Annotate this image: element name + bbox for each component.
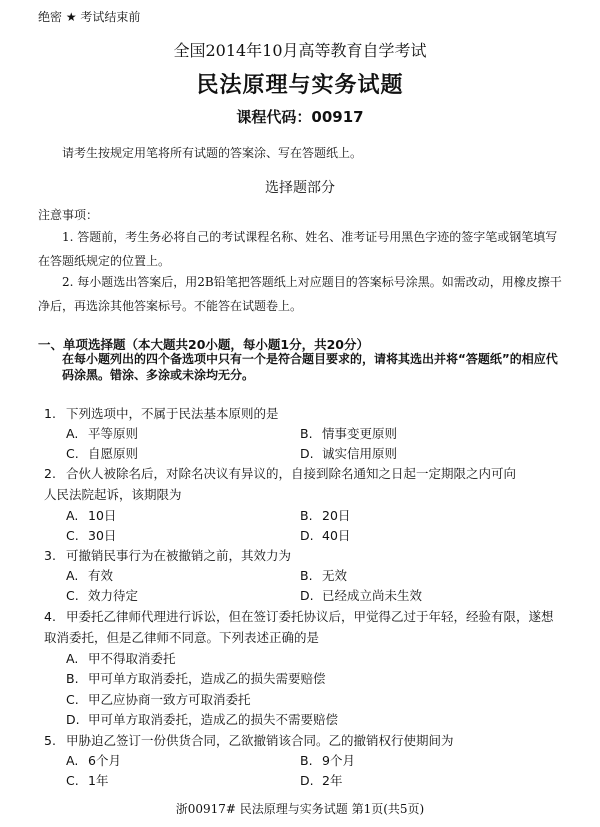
option-text: 甲乙应协商一致方可取消委托: [88, 692, 251, 707]
question-1-option-b: [300, 424, 397, 442]
option-letter: C.: [66, 528, 79, 543]
question-4-option-d: [66, 710, 338, 728]
question-1: [44, 403, 564, 424]
option-letter: B.: [300, 753, 313, 768]
option-letter: A.: [66, 651, 79, 666]
option-text: 10日: [88, 508, 117, 523]
option-text: 自愿原则: [88, 446, 139, 461]
question-4-option-a: [66, 649, 176, 667]
option-text: 甲不得取消委托: [88, 651, 176, 666]
option-letter: C.: [66, 446, 79, 461]
exam-title: 全国2014年10月高等教育自学考试: [173, 41, 427, 60]
question-5: [44, 730, 564, 751]
question-4-option-b: [66, 669, 326, 687]
option-text: 30日: [88, 528, 117, 543]
part-subheading: 在每小题列出的四个备选项中只有一个是符合题目要求的，请将其选出并将“答题纸”的相应代码涂黑。错涂、多涂或未涂均无分。: [62, 352, 558, 382]
section-title: 选择题部分: [265, 180, 335, 196]
option-letter: C.: [66, 692, 79, 707]
question-number: 3.: [44, 548, 56, 563]
confidential-label: 绝密 ★ 考试结束前: [38, 10, 141, 24]
question-2-option-c: [66, 526, 116, 544]
option-letter: D.: [66, 712, 80, 727]
question-3: [44, 545, 564, 566]
question-number: 2.: [44, 466, 56, 481]
question-5-option-c: [66, 771, 108, 789]
option-letter: B.: [300, 426, 313, 441]
option-letter: D.: [300, 528, 314, 543]
notice-item-2: 2. 每小题选出答案后，用2B铅笔把答题纸上对应题目的答案标号涂黑。如需改动，用橡皮擦干净后，再选涂其他答案标号。不能答在试题卷上。: [38, 275, 562, 313]
page-footer: 浙00917# 民法原理与实务试题 第1页(共5页): [175, 802, 425, 816]
option-letter: B.: [300, 508, 313, 523]
question-1-option-d: [300, 444, 397, 462]
option-letter: C.: [66, 773, 79, 788]
question-2-option-b: [300, 506, 350, 524]
question-3-option-d: [300, 586, 422, 604]
question-3-option-b: [300, 566, 347, 584]
question-number: 4.: [44, 609, 56, 624]
option-letter: C.: [66, 588, 79, 603]
option-letter: A.: [66, 508, 79, 523]
option-text: 20日: [322, 508, 351, 523]
notice-heading: 注意事项：: [38, 208, 99, 222]
question-5-option-d: [300, 771, 342, 789]
question-text: 甲委托乙律师代理进行诉讼，但在签订委托协议后，甲觉得乙过于年轻，经验有限，遂想取消委托，但是乙律师不同意。下列表述正确的是: [44, 609, 554, 645]
question-text: 可撤销民事行为在被撤销之前，其效力为: [66, 548, 292, 563]
option-text: 平等原则: [88, 426, 139, 441]
option-letter: D.: [300, 446, 314, 461]
option-text: 甲可单方取消委托，造成乙的损失需要赔偿: [88, 671, 326, 686]
question-text: 合伙人被除名后，对除名决议有异议的，自接到除名通知之日起一定期限之内可向人民法院起诉，该期限为: [44, 466, 517, 502]
option-text: 1年: [88, 773, 109, 788]
option-letter: A.: [66, 753, 79, 768]
part-heading: 一、单项选择题（本大题共20小题，每小题1分，共20分）: [38, 337, 369, 352]
question-3-option-c: [66, 586, 138, 604]
question-number: 5.: [44, 733, 56, 748]
course-code: 课程代码：00917: [236, 108, 364, 126]
option-text: 已经成立尚未生效: [322, 588, 423, 603]
question-4: [44, 606, 559, 648]
question-2: [44, 463, 524, 505]
option-text: 2年: [322, 773, 343, 788]
question-1-option-a: [66, 424, 138, 442]
answer-instruction: 请考生按规定用笔将所有试题的答案涂、写在答题纸上。: [62, 146, 363, 160]
question-5-option-a: [66, 751, 121, 769]
notice-item-1: 1. 答题前，考生务必将自己的考试课程名称、姓名、准考证号用黑色字迹的签字笔或钢笔填写在答题纸规定的位置上。: [38, 230, 558, 268]
option-letter: D.: [300, 588, 314, 603]
option-text: 效力待定: [88, 588, 139, 603]
question-number: 1.: [44, 406, 56, 421]
option-text: 情事变更原则: [322, 426, 398, 441]
question-2-option-d: [300, 526, 350, 544]
option-text: 9个月: [322, 753, 355, 768]
question-5-option-b: [300, 751, 355, 769]
question-text: 甲胁迫乙签订一份供货合同，乙欲撤销该合同。乙的撤销权行使期间为: [66, 733, 454, 748]
option-text: 40日: [322, 528, 351, 543]
question-3-option-a: [66, 566, 113, 584]
option-text: 诚实信用原则: [322, 446, 398, 461]
option-letter: B.: [66, 671, 79, 686]
option-letter: D.: [300, 773, 314, 788]
option-text: 有效: [88, 568, 114, 583]
question-4-option-c: [66, 690, 251, 708]
question-2-option-a: [66, 506, 116, 524]
option-letter: A.: [66, 568, 79, 583]
paper-title: 民法原理与实务试题: [196, 73, 404, 98]
question-text: 下列选项中，不属于民法基本原则的是: [66, 406, 279, 421]
option-text: 6个月: [88, 753, 121, 768]
option-letter: A.: [66, 426, 79, 441]
question-1-option-c: [66, 444, 138, 462]
option-letter: B.: [300, 568, 313, 583]
option-text: 无效: [322, 568, 348, 583]
option-text: 甲可单方取消委托，造成乙的损失不需要赔偿: [88, 712, 339, 727]
